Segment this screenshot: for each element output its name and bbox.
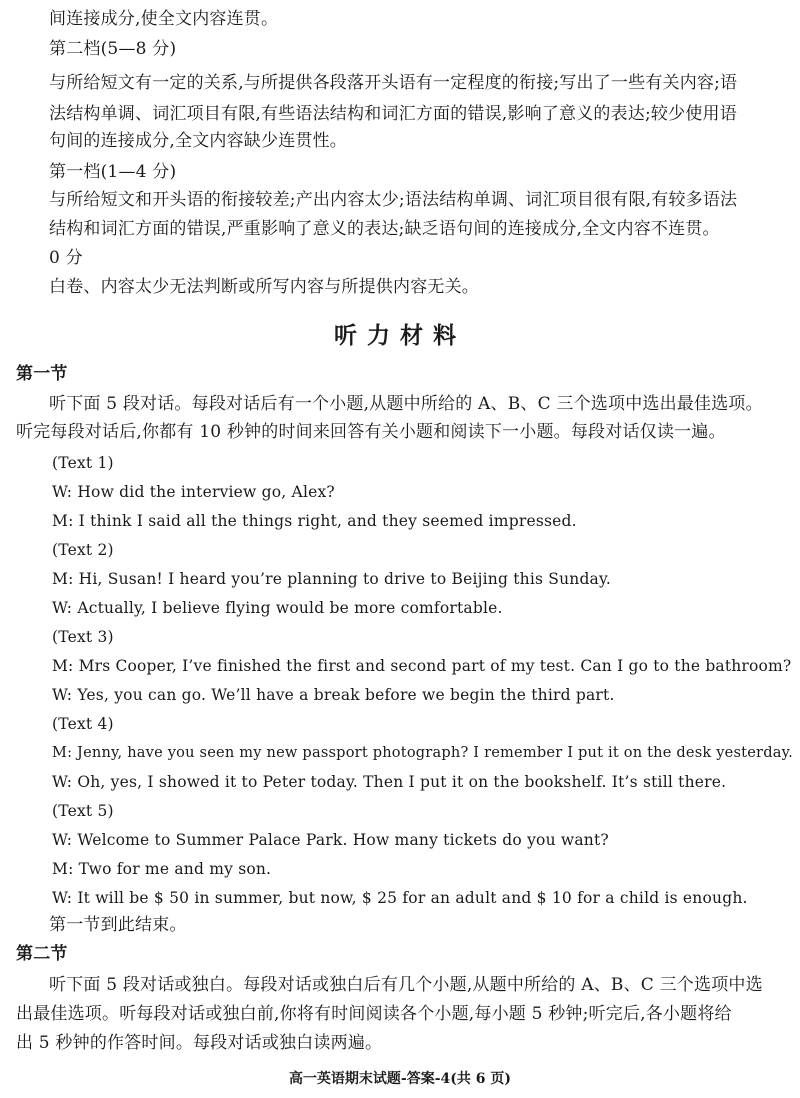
scoring-text-line: 间连接成分,使全文内容连贯。 (49, 9, 279, 29)
grade-1-description-line-1: 与所给短文和开头语的衔接较差;产出内容太少;语法结构单调、词汇项目很有限,有较多语法 (49, 190, 738, 210)
text-3-label: (Text 3) (52, 628, 114, 646)
listening-material-title: 听力材料 (334, 323, 466, 349)
text-2-line-2: W: Actually, I believe flying would be more comfortable. (52, 599, 503, 617)
text-2-line-1: M: Hi, Susan! I heard you’re planning to drive to Beijing this Sunday. (52, 570, 612, 588)
text-2-label: (Text 2) (52, 541, 114, 559)
text-1-label: (Text 1) (52, 454, 114, 472)
page-footer: 高一英语期末试题-答案-4(共 6 页) (288, 1071, 512, 1087)
text-5-label: (Text 5) (52, 802, 114, 820)
text-3-line-2: W: Yes, you can go. We’ll have a break before we begin the third part. (52, 686, 615, 704)
grade-2-description-line-2: 法结构单调、词汇项目有限,有些语法结构和词汇方面的错误,影响了意义的表达;较少使用语 (49, 104, 737, 124)
text-5-line-1: W: Welcome to Summer Palace Park. How many tickets do you want? (52, 831, 609, 849)
grade-1-heading: 第一档(1—4 分) (49, 162, 177, 182)
text-4-label: (Text 4) (52, 715, 114, 733)
section-2-heading: 第二节 (16, 944, 68, 964)
text-4-line-2: W: Oh, yes, I showed it to Peter today. Then I put it on the bookshelf. It’s still there. (52, 773, 727, 791)
grade-2-description-line-3: 句间的连接成分,全文内容缺少连贯性。 (49, 131, 348, 151)
grade-1-description-line-2: 结构和词汇方面的错误,严重影响了意义的表达;缺乏语句间的连接成分,全文内容不连贯。 (49, 219, 720, 239)
section-1-instruction-line-2: 听完每段对话后,你都有 10 秒钟的时间来回答有关小题和阅读下一小题。每段对话仅读一遍。 (16, 422, 726, 442)
zero-score-heading: 0 分 (49, 248, 83, 268)
section-1-end: 第一节到此结束。 (49, 915, 187, 935)
section-1-instruction-line-1: 听下面 5 段对话。每段对话后有一个小题,从题中所给的 A、B、C 三个选项中选出最佳选项。 (49, 394, 763, 414)
section-1-heading: 第一节 (16, 364, 68, 384)
zero-score-description: 白卷、内容太少无法判断或所写内容与所提供内容无关。 (49, 277, 479, 297)
section-2-instruction-line-2: 出最佳选项。听每段对话或独白前,你将有时间阅读各个小题,每小题 5 秒钟;听完后,各小题将给 (16, 1004, 732, 1024)
text-1-line-1: W: How did the interview go, Alex? (52, 483, 335, 501)
section-2-instruction-line-3: 出 5 秒钟的作答时间。每段对话或独白读两遍。 (16, 1033, 383, 1053)
grade-2-heading: 第二档(5—8 分) (49, 39, 177, 59)
grade-2-description-line-1: 与所给短文有一定的关系,与所提供各段落开头语有一定程度的衔接;写出了一些有关内容;语 (49, 73, 738, 93)
text-5-line-3: W: It will be $ 50 in summer, but now, $ 25 for an adult and $ 10 for a child is enough. (52, 889, 748, 907)
text-3-line-1: M: Mrs Cooper, I’ve finished the first and second part of my test. Can I go to the bathroom? (52, 657, 792, 675)
section-2-instruction-line-1: 听下面 5 段对话或独白。每段对话或独白后有几个小题,从题中所给的 A、B、C 三个选项中选 (49, 975, 763, 995)
text-1-line-2: M: I think I said all the things right, and they seemed impressed. (52, 512, 577, 530)
text-5-line-2: M: Two for me and my son. (52, 860, 272, 878)
text-4-line-1: M: Jenny, have you seen my new passport photograph? I remember I put it on the desk yesterday. (52, 744, 793, 761)
